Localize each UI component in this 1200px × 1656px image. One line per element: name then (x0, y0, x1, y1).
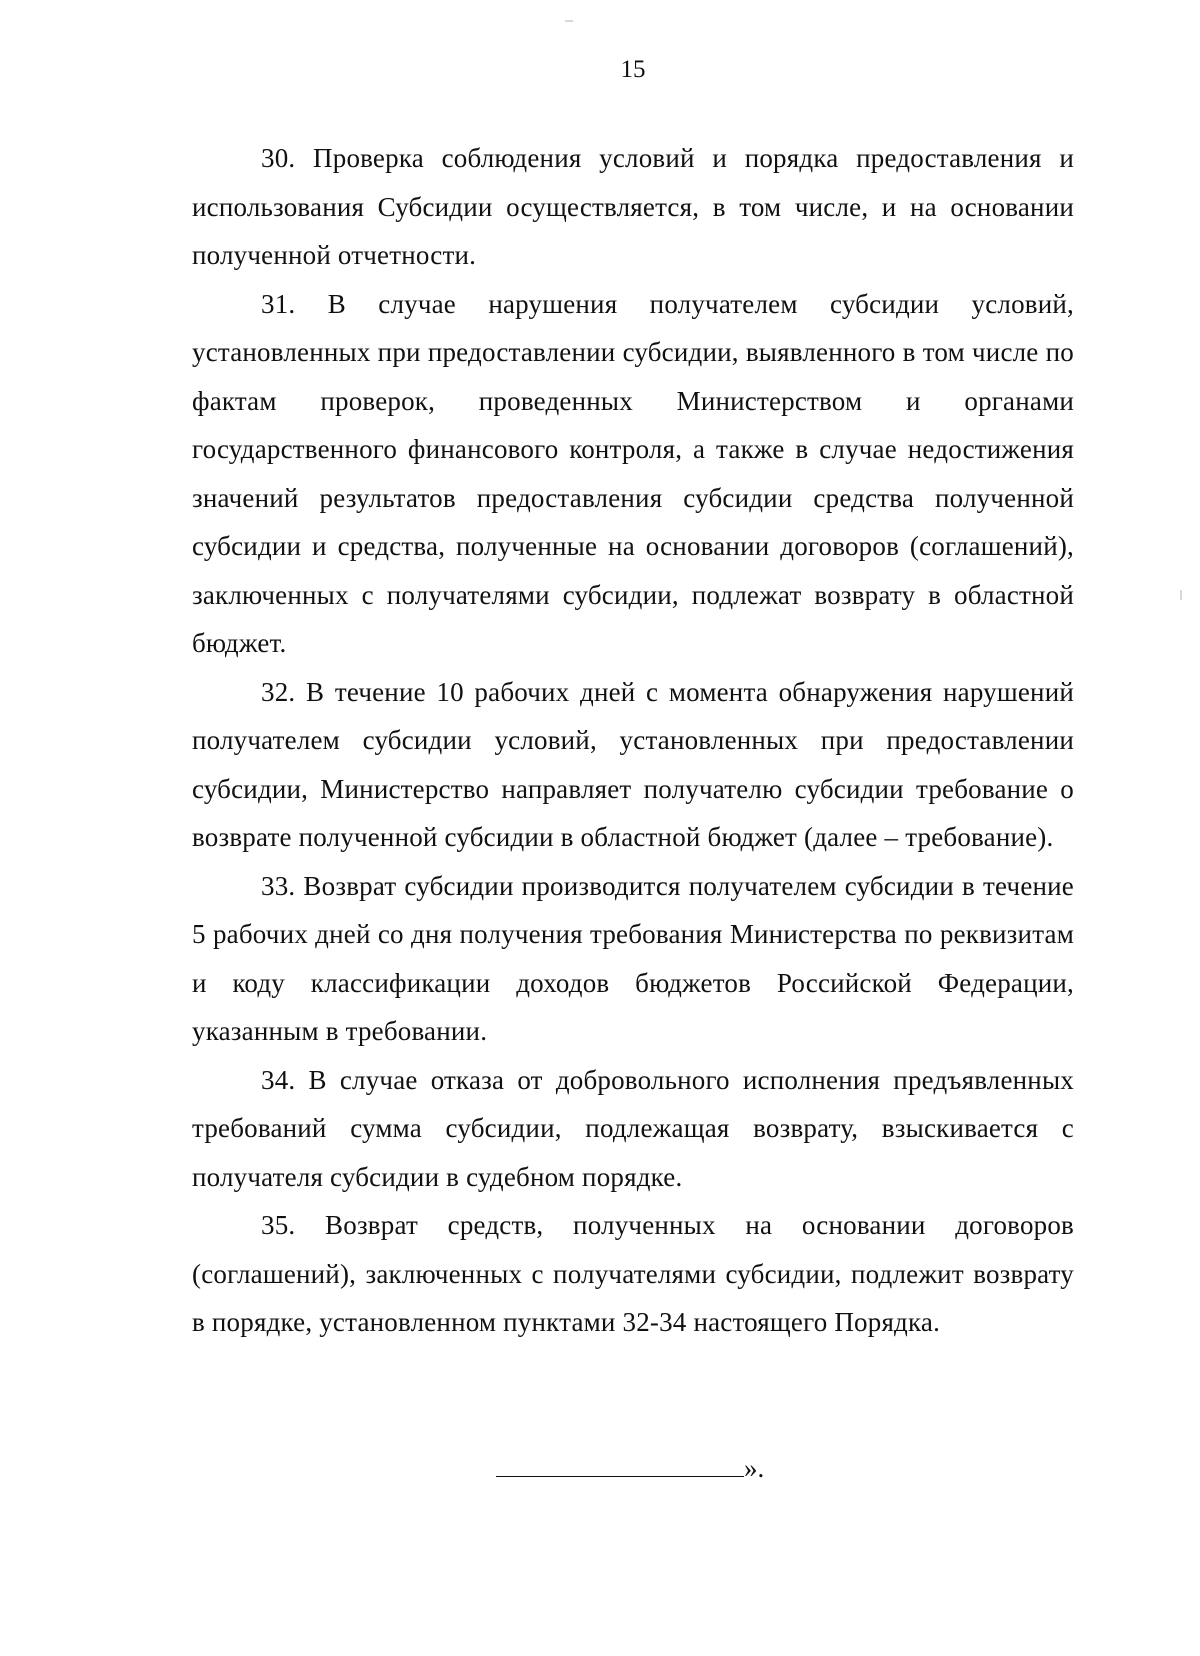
closing-line (496, 1448, 764, 1488)
paragraph-33: 33. Возврат субсидии производится получателем субсидии в течение 5 рабочих дней со дня получения требования Министерства по реквизитам и коду классификации доходов бюджетов Российской Федерации, указанным в требовании. (192, 870, 1074, 1046)
signature-rule (496, 1452, 744, 1477)
paragraph-34: 34. В случае отказа от добровольного исполнения предъявленных требований сумма субсидии, подлежащая возврату, взыскивается с получателя субсидии в судебном порядке. (192, 1064, 1074, 1192)
paragraph-32: 32. В течение 10 рабочих дней с момента обнаружения нарушений получателем субсидии условий, установленных при предоставлении субсидии, Министерство направляет получателю субсидии требование о возврате полученной субсидии в областной бюджет (далее – требование). (192, 676, 1074, 852)
paragraph-35: 35. Возврат средств, полученных на основании договоров (соглашений), заключенных с получателями субсидии, подлежит возврату в порядке, установленном пунктами 32-34 настоящего Порядка. (192, 1210, 1074, 1337)
paragraph-31: 31. В случае нарушения получателем субсидии условий, установленных при предоставлении субсидии, выявленного в том числе по фактам проверок, проведенных Министерством и органами государственного финансового контроля, а также в случае недостижения значений результатов предоставления субсидии средства полученной субсидии и средства, полученные на основании договоров (соглашений), заключенных с получателями субсидии, подлежат возврату в областной бюджет. (192, 288, 1074, 658)
page-number: 15 (620, 56, 646, 83)
scan-mark (565, 20, 573, 22)
closing-quote: ». (744, 1453, 765, 1483)
scan-mark (1180, 590, 1182, 600)
paragraph-30: 30. Проверка соблюдения условий и порядка предоставления и использования Субсидии осуществляется, в том числе, и на основании полученной отчетности. (192, 143, 1074, 270)
document-body (192, 134, 1074, 1347)
